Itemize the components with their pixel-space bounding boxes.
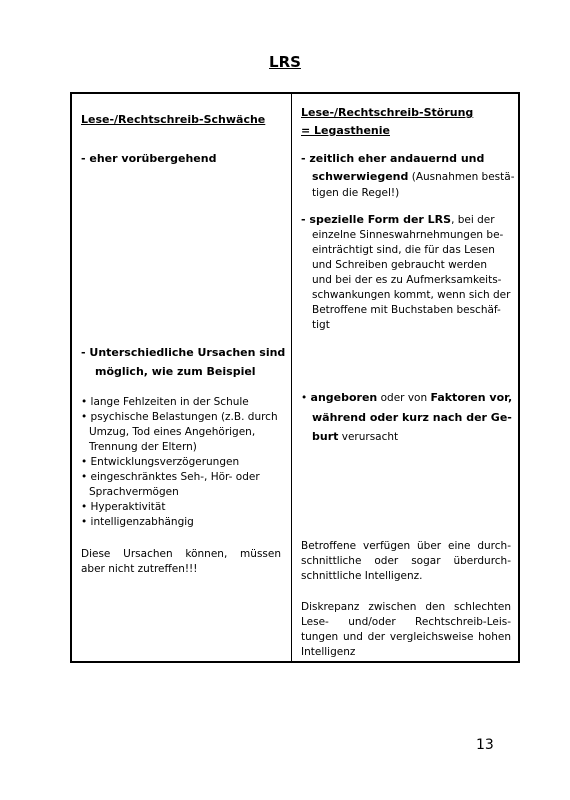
right-item2-text: einzelne Sinneswahrnehmungen be-: [312, 229, 504, 241]
right-discrepancy-text: tungen und der vergleichsweise hohen: [301, 631, 511, 643]
right-item2-text: Betroffene mit Buchstaben beschäf-: [312, 304, 501, 316]
left-causes-heading-line1: - Unterschiedliche Ursachen sind: [81, 346, 286, 359]
right-header-line2: = Legasthenie: [301, 124, 390, 137]
right-discrepancy-text: Intelligenz: [301, 646, 356, 658]
right-item1-bold: schwerwiegend: [312, 170, 409, 183]
right-item1-line2: [312, 169, 515, 185]
cause-item: • Hyperaktivität: [81, 501, 166, 513]
right-cause-line3: [312, 429, 398, 445]
right-item2-text: tigt: [312, 319, 330, 331]
right-item1-rest: (Ausnahmen bestä-: [408, 171, 515, 183]
cause-item-cont: Trennung der Eltern): [89, 441, 197, 453]
left-note-line2: aber nicht zutreffen!!!: [81, 563, 198, 575]
right-cause-line2: während oder kurz nach der Ge-: [312, 411, 512, 424]
cause-item-cont: Umzug, Tod eines Angehörigen,: [89, 426, 256, 438]
right-cause-rest3: verursacht: [338, 431, 399, 443]
right-intel-text: schnittliche Intelligenz.: [301, 570, 423, 582]
cause-item: • Entwicklungsverzögerungen: [81, 456, 240, 468]
right-item2-text: einträchtigt sind, die für das Lesen: [312, 244, 495, 256]
page-number: 13: [476, 737, 494, 753]
left-note-line1: Diese Ursachen können, müssen: [81, 548, 281, 560]
right-cause-bold1: angeboren: [310, 391, 378, 404]
page-title: LRS: [269, 53, 301, 71]
right-item2-text: und Schreiben gebraucht werden: [312, 259, 488, 271]
right-discrepancy-text: Diskrepanz zwischen den schlechten: [301, 601, 511, 613]
right-item2-rest: , bei der: [451, 214, 495, 226]
right-cause-bold3: burt: [312, 430, 339, 443]
right-item2-bold: - spezielle Form der LRS: [301, 213, 452, 226]
right-cause-bold2: Faktoren vor,: [430, 391, 513, 404]
left-causes-heading-line2: möglich, wie zum Beispiel: [95, 365, 256, 378]
cause-item-cont: Sprachvermögen: [89, 486, 179, 498]
right-item1-line1: - zeitlich eher andauernd und: [301, 152, 485, 165]
cause-item: • intelligenzabhängig: [81, 516, 194, 528]
comparison-table: [70, 92, 520, 663]
right-intel-text: schnittliche oder sogar überdurch-: [301, 555, 511, 567]
right-item2-text: und bei der es zu Aufmerksamkeits-: [312, 274, 502, 286]
left-item-temporary: - eher vorübergehend: [81, 152, 217, 165]
left-header: Lese-/Rechtschreib-Schwäche: [81, 113, 266, 126]
right-item2-line1: [301, 212, 495, 228]
right-discrepancy-text: Lese- und/oder Rechtschreib-Leis-: [301, 616, 511, 628]
cause-item: • lange Fehlzeiten in der Schule: [81, 396, 249, 408]
right-item2-text: schwankungen kommt, wenn sich der: [312, 289, 511, 301]
cause-item: • eingeschränktes Seh-, Hör- oder: [81, 471, 260, 483]
right-cause-line1: • angeboren oder von Faktoren vor,: [301, 391, 513, 404]
right-cause-rest1: oder von: [377, 392, 431, 404]
column-divider: [291, 94, 292, 661]
right-intel-text: Betroffene verfügen über eine durch-: [301, 540, 511, 552]
right-item1-line3: tigen die Regel!): [312, 187, 400, 199]
cause-item: • psychische Belastungen (z.B. durch: [81, 411, 278, 423]
right-header-line1: Lese-/Rechtschreib-Störung: [301, 106, 474, 119]
